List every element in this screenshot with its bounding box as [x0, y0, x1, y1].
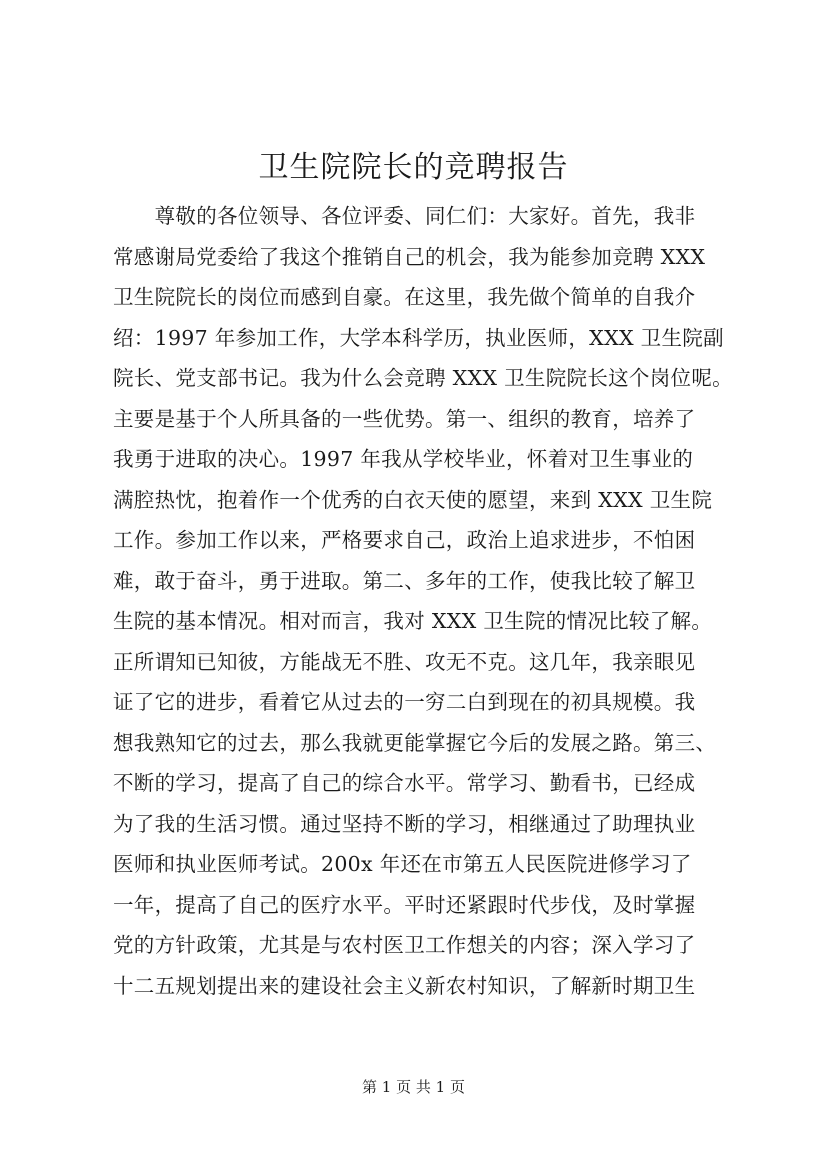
- body-line: 生院的基本情况。相对而言，我对 XXX 卫生院的情况比较了解。: [113, 609, 713, 633]
- body-line: 正所谓知已知彼，方能战无不胜、攻无不克。这几年，我亲眼见: [113, 649, 696, 674]
- body-line: 我勇于进取的决心。1997 年我从学校毕业，怀着对卫生事业的: [113, 447, 694, 471]
- body-line: 难，敢于奋斗，勇于进取。第二、多年的工作，使我比较了解卫: [113, 568, 696, 593]
- body-line: 十二五规划提出来的建设社会主义新农村知识，了解新时期卫生: [113, 973, 696, 998]
- body-line: 为了我的生活习惯。通过坚持不断的学习，相继通过了助理执业: [113, 811, 696, 836]
- body-line: 党的方针政策，尤其是与农村医卫工作想关的内容；深入学习了: [113, 933, 696, 957]
- body-line: 尊敬的各位领导、各位评委、同仁们：大家好。首先，我非: [113, 204, 696, 228]
- body-line: 工作。参加工作以来，严格要求自己，政治上追求进步，不怕困: [113, 528, 696, 552]
- page-footer: 第 1 页 共 1 页: [362, 1078, 465, 1096]
- body-line: 不断的学习，提高了自己的综合水平。常学习、勤看书，已经成: [113, 771, 696, 795]
- document-title: 卫生院院长的竞聘报告: [258, 150, 569, 185]
- body-line: 绍：1997 年参加工作，大学本科学历，执业医师，XXX 卫生院副: [113, 325, 724, 350]
- body-line: 医师和执业医师考试。200x 年还在市第五人民医院进修学习了: [113, 852, 692, 876]
- body-line: 主要是基于个人所具备的一些优势。第一、组织的教育，培养了: [113, 406, 696, 431]
- body-line: 卫生院院长的岗位而感到自豪。在这里，我先做个简单的自我介: [113, 285, 696, 309]
- body-line: 一年，提高了自己的医疗水平。平时还紧跟时代步伐，及时掌握: [113, 892, 696, 917]
- body-line: 常感谢局党委给了我这个推销自己的机会，我为能参加竞聘 XXX: [113, 244, 706, 269]
- body-line: 院长、党支部书记。我为什么会竞聘 XXX 卫生院院长这个岗位呢。: [113, 366, 733, 390]
- body-line: 满腔热忱，抱着作一个优秀的白衣天使的愿望，来到 XXX 卫生院: [113, 487, 713, 512]
- body-line: 证了它的进步，看着它从过去的一穷二白到现在的初具规模。我: [113, 690, 696, 714]
- document-body: [113, 196, 733, 1006]
- body-line: 想我熟知它的过去，那么我就更能掌握它今后的发展之路。第三、: [113, 730, 717, 755]
